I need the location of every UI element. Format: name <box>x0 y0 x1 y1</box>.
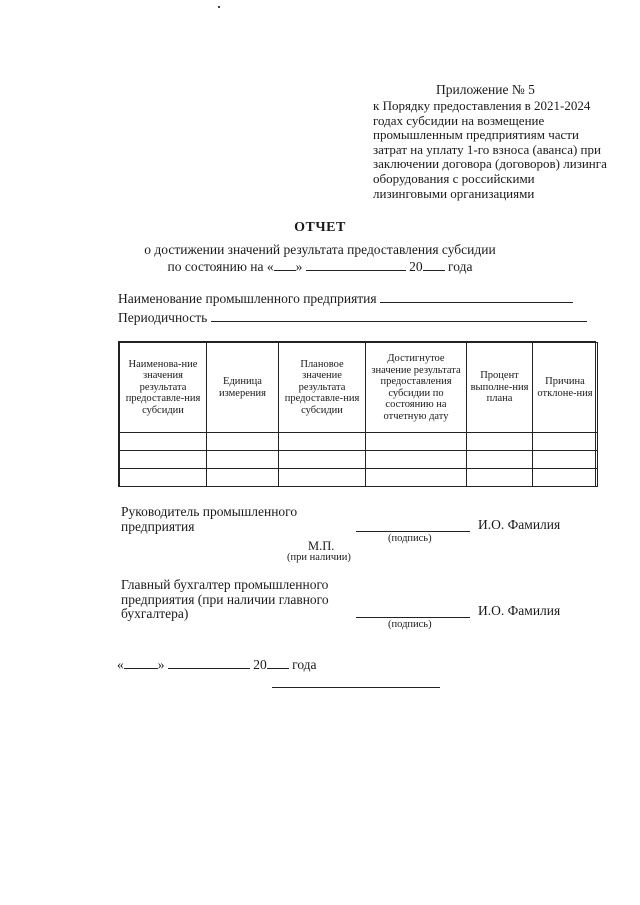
table-cell[interactable] <box>366 451 467 469</box>
report-month-blank[interactable] <box>306 258 406 271</box>
table-cell[interactable] <box>467 451 533 469</box>
stamp-label: М.П. <box>308 539 335 553</box>
table-cell[interactable] <box>207 433 279 451</box>
table-cell[interactable] <box>533 469 598 487</box>
accountant-signature-caption: (подпись) <box>388 619 432 630</box>
date-month-blank[interactable] <box>168 656 250 669</box>
report-subtitle-line1: о достижении значений результата предоставления субсидии <box>144 242 496 257</box>
table-cell[interactable] <box>279 433 366 451</box>
periodicity-field <box>118 309 587 326</box>
table-cell[interactable] <box>120 451 207 469</box>
table-row <box>120 433 598 451</box>
report-year-prefix: 20 <box>409 259 423 274</box>
report-day-blank[interactable] <box>274 258 296 271</box>
col-planned-value: Плановое значение результата предоставле-ния субсидии <box>279 343 366 433</box>
head-label-line1: Руководитель промышленного <box>121 504 298 519</box>
stamp-caption: (при наличии) <box>287 552 351 563</box>
bottom-signature-line[interactable] <box>272 687 440 688</box>
report-date-line <box>0 258 640 275</box>
table-row <box>120 451 598 469</box>
enterprise-input-line[interactable] <box>380 290 573 303</box>
enterprise-label: Наименование промышленного предприятия <box>118 291 377 306</box>
date-quote-close: » <box>157 657 165 672</box>
accountant-label-line1: Главный бухгалтер промышленного <box>121 577 329 592</box>
report-date-prefix: по состоянию на « <box>167 259 274 274</box>
report-year-blank[interactable] <box>423 258 445 271</box>
accountant-label <box>121 578 329 622</box>
col-completion-percent: Процент выполне-ния плана <box>467 343 533 433</box>
report-year-suffix: года <box>448 259 473 274</box>
table-row <box>120 469 598 487</box>
col-deviation-reason: Причина отклоне-ния <box>533 343 598 433</box>
head-label <box>121 505 297 534</box>
table-cell[interactable] <box>120 469 207 487</box>
table-cell[interactable] <box>366 469 467 487</box>
appendix-title: Приложение № 5 <box>436 82 535 97</box>
enterprise-field <box>118 290 573 307</box>
appendix-description: к Порядку предоставления в 2021-2024 годах субсидии на возмещение промышленным предприятиям части затрат на уплату 1-го взноса (аванса) при заключении договора (договоров) лизинга оборудования с российскими лизинговыми организациями <box>373 98 607 201</box>
table-cell[interactable] <box>279 469 366 487</box>
table-cell[interactable] <box>207 469 279 487</box>
date-day-blank[interactable] <box>124 656 158 669</box>
table-cell[interactable] <box>207 451 279 469</box>
results-table <box>118 341 596 487</box>
date-year-blank[interactable] <box>267 656 289 669</box>
periodicity-input-line[interactable] <box>211 309 587 322</box>
table-cell[interactable] <box>533 451 598 469</box>
date-year-prefix: 20 <box>253 657 267 672</box>
table-cell[interactable] <box>467 469 533 487</box>
accountant-label-line3: бухгалтера) <box>121 606 189 621</box>
col-achieved-value: Достигнутое значение результата предоставления субсидии по состоянию на отчетную дату <box>366 343 467 433</box>
col-result-name: Наименова-ние значения результата предоставле-ния субсидии <box>120 343 207 433</box>
head-name: И.О. Фамилия <box>478 517 561 532</box>
head-label-line2: предприятия <box>121 518 195 534</box>
col-unit: Единица измерения <box>207 343 279 433</box>
head-signature-caption: (подпись) <box>388 533 432 544</box>
periodicity-label: Периодичность <box>118 310 208 325</box>
table-cell[interactable] <box>366 433 467 451</box>
date-year-suffix: года <box>292 657 317 672</box>
report-subtitle <box>0 242 640 275</box>
table-cell[interactable] <box>120 433 207 451</box>
accountant-name: И.О. Фамилия <box>478 603 561 618</box>
accountant-label-line2: предприятия (при наличии главного <box>121 591 329 607</box>
table-cell[interactable] <box>533 433 598 451</box>
table-header-row <box>120 343 598 433</box>
table-cell[interactable] <box>467 433 533 451</box>
date-quote-open: « <box>117 657 124 672</box>
table-cell[interactable] <box>279 451 366 469</box>
report-title: ОТЧЕТ <box>294 220 346 235</box>
date-field <box>117 656 317 673</box>
scan-speck <box>218 6 220 8</box>
report-date-quote-close: » <box>295 259 303 274</box>
accountant-signature-line[interactable] <box>356 617 470 618</box>
head-signature-line[interactable] <box>356 531 470 532</box>
